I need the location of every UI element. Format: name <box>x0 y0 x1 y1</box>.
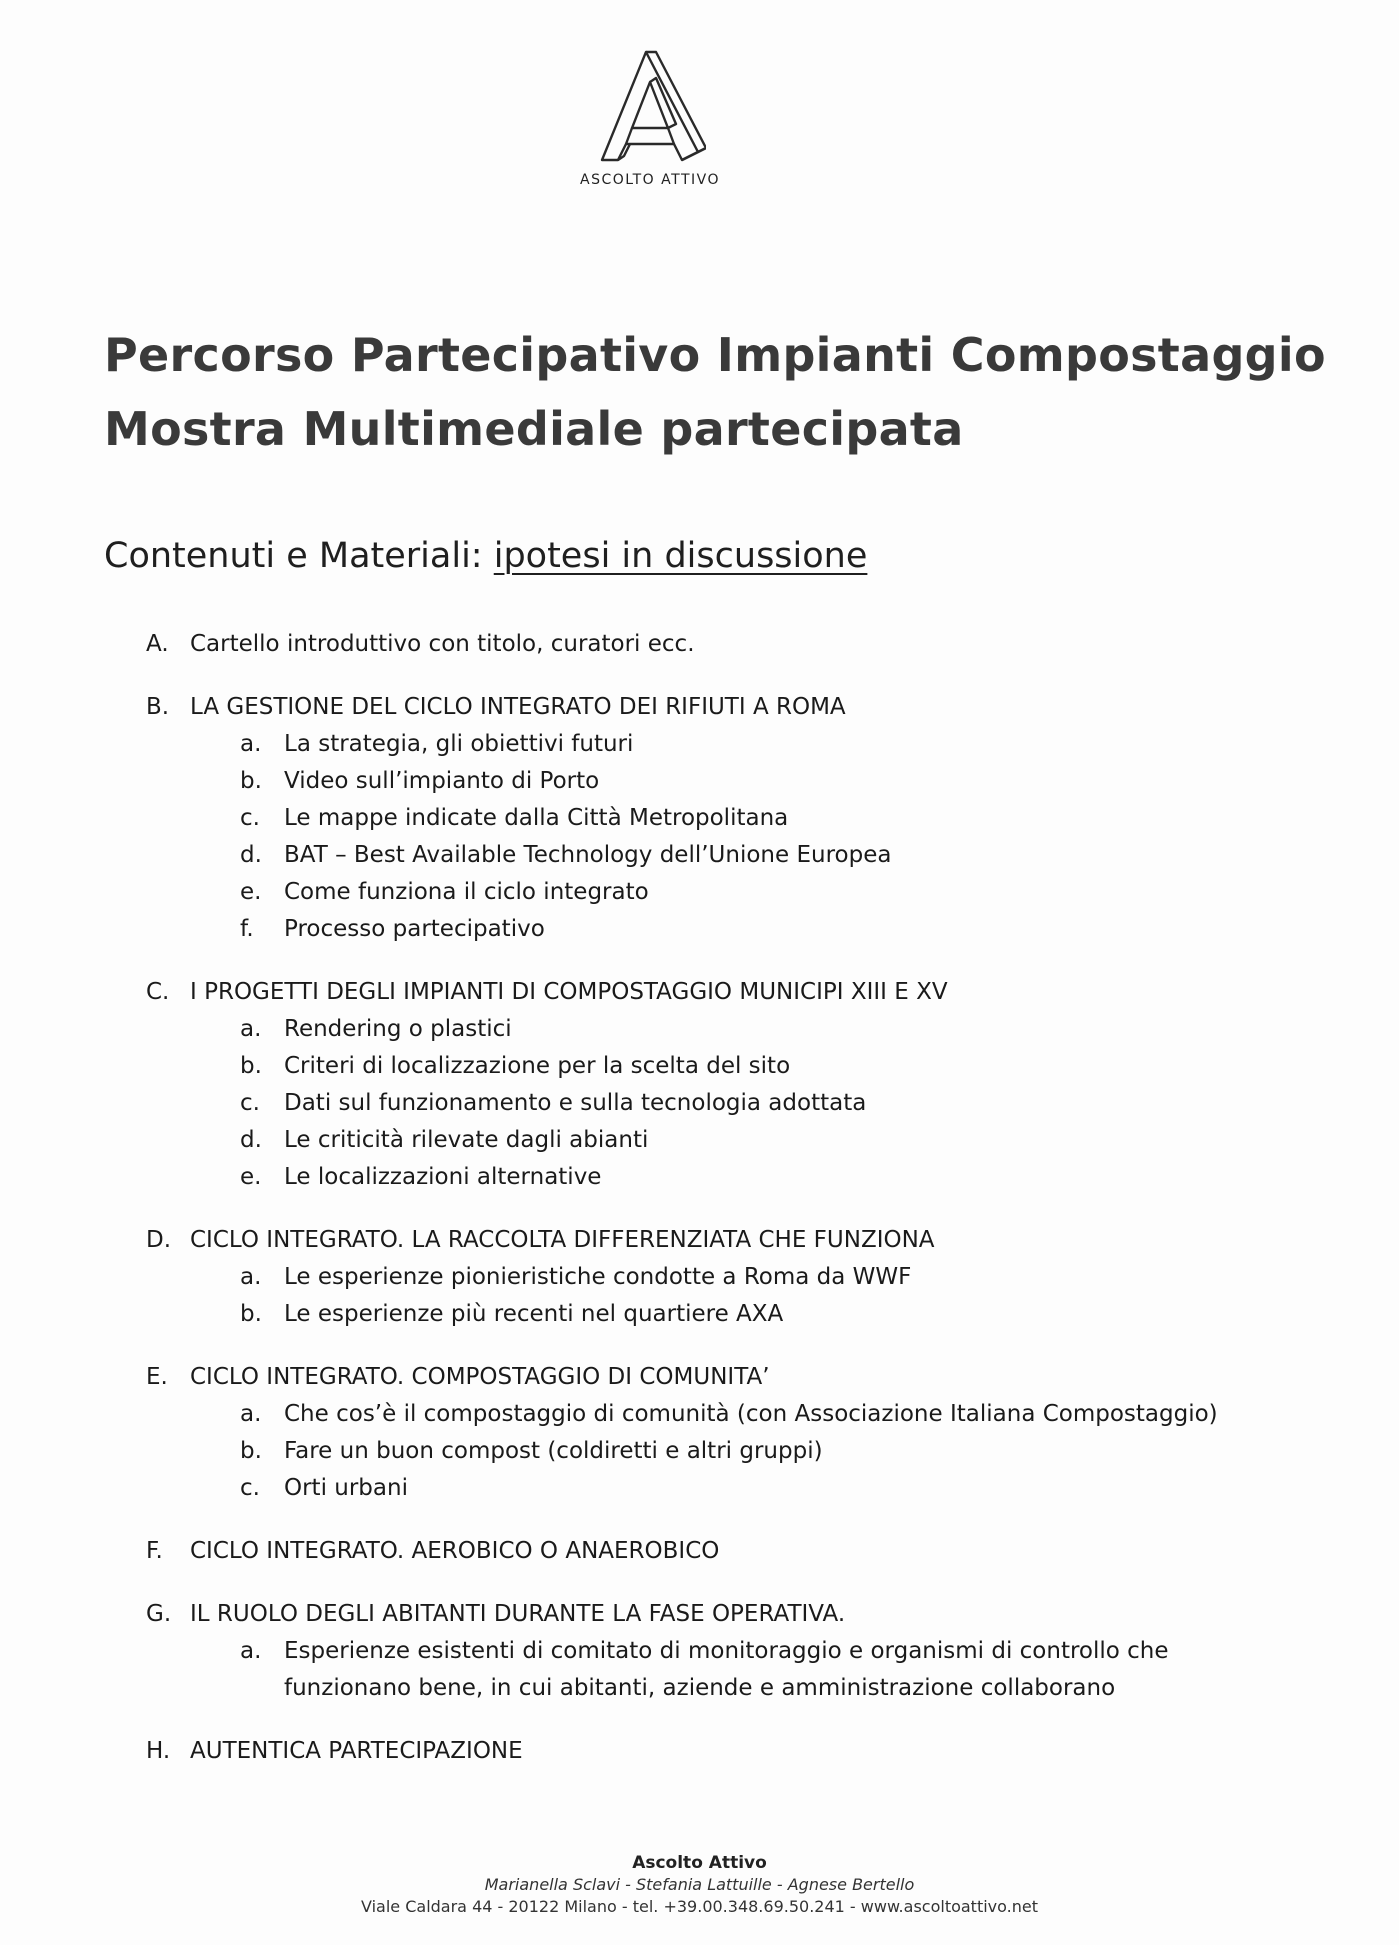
sub-list <box>240 1396 1296 1507</box>
list-item-text: Dati sul funzionamento e sulla tecnologia adottata <box>284 1090 867 1116</box>
list-item-text: Rendering o plastici <box>284 1016 512 1042</box>
list-item-marker: d. <box>240 1127 262 1153</box>
section-title: LA GESTIONE DEL CICLO INTEGRATO DEI RIFIUTI A ROMA <box>190 694 846 720</box>
section-letter: G. <box>146 1601 172 1627</box>
sub-list <box>240 1633 1296 1707</box>
list-item-marker: b. <box>240 768 262 794</box>
footer-people: Marianella Sclavi - Stefania Lattuille - Agnese Bertello <box>484 1875 915 1894</box>
list-item-text: Processo partecipativo <box>284 916 545 942</box>
list-item-text: Fare un buon compost (coldiretti e altri gruppi) <box>284 1438 823 1464</box>
list-item-marker: a. <box>240 1264 262 1290</box>
list-item-marker: b. <box>240 1301 262 1327</box>
list-item <box>240 1633 1296 1707</box>
list-item-text: Le criticità rilevate dagli abianti <box>284 1127 649 1153</box>
section-heading-row <box>146 1596 1296 1633</box>
list-item <box>240 1259 1296 1296</box>
sub-list <box>240 1011 1296 1196</box>
contents-heading-underlined: ipotesi in discussione <box>493 536 868 576</box>
footer-org: Ascolto Attivo <box>632 1853 767 1873</box>
list-item-marker: a. <box>240 731 262 757</box>
section-heading-row <box>146 1733 1296 1770</box>
outline-section <box>146 1359 1296 1507</box>
section-letter: F. <box>146 1538 163 1564</box>
list-item <box>240 911 1296 948</box>
list-item-text: Come funziona il ciclo integrato <box>284 879 649 905</box>
section-title: CICLO INTEGRATO. LA RACCOLTA DIFFERENZIATA CHE FUNZIONA <box>190 1227 935 1253</box>
list-item-marker: f. <box>240 916 254 942</box>
section-title: CICLO INTEGRATO. COMPOSTAGGIO DI COMUNITA’ <box>190 1364 770 1390</box>
section-heading-row <box>146 1222 1296 1259</box>
title-block <box>104 318 1326 466</box>
list-item-marker: e. <box>240 1164 262 1190</box>
outline-section <box>146 974 1296 1196</box>
list-item <box>240 726 1296 763</box>
list-item <box>240 1296 1296 1333</box>
list-item-marker: e. <box>240 879 262 905</box>
footer-address: Viale Caldara 44 - 20122 Milano - tel. +39.00.348.69.50.241 - www.ascoltoattivo.net <box>361 1897 1038 1916</box>
list-item <box>240 1159 1296 1196</box>
contents-heading <box>104 536 867 576</box>
list-item <box>240 800 1296 837</box>
list-item <box>240 1396 1296 1433</box>
outline-section <box>146 689 1296 948</box>
list-item-marker: d. <box>240 842 262 868</box>
logo <box>580 48 720 188</box>
list-item-marker: a. <box>240 1638 262 1664</box>
sub-list <box>240 1259 1296 1333</box>
list-item <box>240 1085 1296 1122</box>
list-item-marker: b. <box>240 1438 262 1464</box>
outline-section <box>146 1222 1296 1333</box>
list-item-text: Video sull’impianto di Porto <box>284 768 600 794</box>
list-item-text: Che cos’è il compostaggio di comunità (con Associazione Italiana Compostaggio) <box>284 1401 1218 1427</box>
list-item-marker: c. <box>240 1090 260 1116</box>
section-title: CICLO INTEGRATO. AEROBICO O ANAEROBICO <box>190 1538 720 1564</box>
section-letter: H. <box>146 1738 171 1764</box>
sub-list <box>240 726 1296 948</box>
section-heading-row <box>146 1359 1296 1396</box>
outline-section <box>146 1596 1296 1707</box>
list-item <box>240 874 1296 911</box>
section-letter: D. <box>146 1227 172 1253</box>
section-heading-row <box>146 974 1296 1011</box>
list-item-text: Le esperienze pionieristiche condotte a Roma da WWF <box>284 1264 912 1290</box>
section-letter: A. <box>146 631 169 657</box>
list-item-text: Le localizzazioni alternative <box>284 1164 602 1190</box>
list-item-text: Orti urbani <box>284 1475 408 1501</box>
section-heading-row <box>146 689 1296 726</box>
list-item-text: Le esperienze più recenti nel quartiere AXA <box>284 1301 784 1327</box>
list-item <box>240 837 1296 874</box>
section-letter: C. <box>146 979 170 1005</box>
section-letter: B. <box>146 694 170 720</box>
list-item-marker: b. <box>240 1053 262 1079</box>
list-item-text: La strategia, gli obiettivi futuri <box>284 731 634 757</box>
list-item-text: Criteri di localizzazione per la scelta del sito <box>284 1053 791 1079</box>
list-item <box>240 1433 1296 1470</box>
section-heading-row <box>146 1533 1296 1570</box>
section-title: Cartello introduttivo con titolo, curatori ecc. <box>190 631 695 657</box>
list-item <box>240 1048 1296 1085</box>
section-title: AUTENTICA PARTECIPAZIONE <box>190 1738 523 1764</box>
document-subtitle: Mostra Multimediale partecipata <box>104 402 964 456</box>
list-item-marker: c. <box>240 805 260 831</box>
outline-section <box>146 626 1296 663</box>
section-heading-row <box>146 626 1296 663</box>
footer <box>0 1852 1399 1918</box>
ascolto-attivo-logo-icon <box>594 48 706 164</box>
list-item-text: BAT – Best Available Technology dell’Unione Europea <box>284 842 892 868</box>
outline-list <box>146 626 1296 1796</box>
list-item <box>240 1011 1296 1048</box>
logo-caption: ASCOLTO ATTIVO <box>580 172 720 188</box>
list-item <box>240 763 1296 800</box>
outline-section <box>146 1733 1296 1770</box>
section-title: IL RUOLO DEGLI ABITANTI DURANTE LA FASE OPERATIVA. <box>190 1601 846 1627</box>
list-item-text: Esperienze esistenti di comitato di monitoraggio e organismi di controllo che funzionano bene, in cui abitanti, aziende e amministrazione collaborano <box>284 1638 1169 1701</box>
contents-heading-prefix: Contenuti e Materiali: <box>104 536 483 576</box>
section-title: I PROGETTI DEGLI IMPIANTI DI COMPOSTAGGIO MUNICIPI XIII E XV <box>190 979 948 1005</box>
section-letter: E. <box>146 1364 168 1390</box>
document-title: Percorso Partecipativo Impianti Compostaggio <box>104 328 1326 382</box>
list-item-marker: a. <box>240 1016 262 1042</box>
list-item-marker: c. <box>240 1475 260 1501</box>
list-item-marker: a. <box>240 1401 262 1427</box>
list-item <box>240 1470 1296 1507</box>
list-item-text: Le mappe indicate dalla Città Metropolitana <box>284 805 789 831</box>
outline-section <box>146 1533 1296 1570</box>
list-item <box>240 1122 1296 1159</box>
